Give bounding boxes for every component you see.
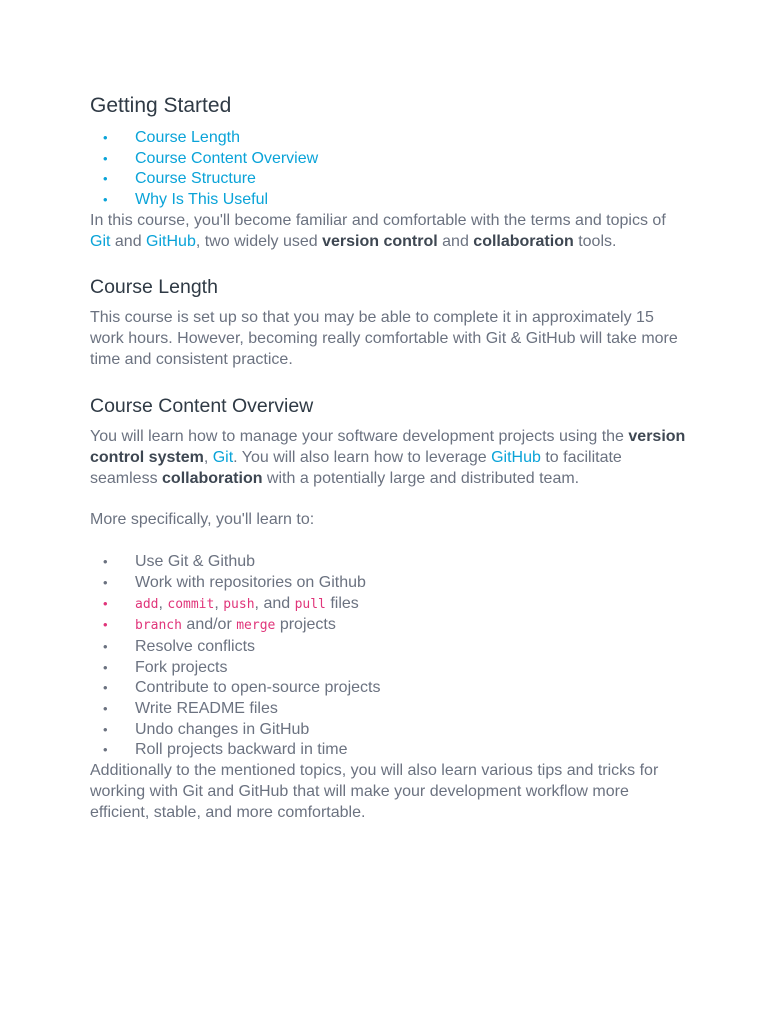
bullet-icon: • (103, 659, 108, 675)
intro-paragraph: In this course, you'll become familiar and comfortable with the terms and topics of Git and GitHub, two widely used version control and collaboration tools. (90, 211, 666, 250)
bullet-icon: • (103, 742, 108, 758)
toc-item-course-length (90, 128, 690, 149)
toc-item-course-content-overview (90, 149, 690, 170)
toc-item-course-structure (90, 169, 690, 190)
toc-link-course-length[interactable]: Course Length (135, 129, 240, 146)
list-item: • Roll projects backward in time (90, 740, 690, 761)
bullet-icon: • (103, 680, 108, 696)
bullet-icon: • (103, 701, 108, 717)
list-item: • Write README files (90, 699, 690, 720)
github-link[interactable]: GitHub (491, 449, 541, 467)
bullet-icon: • (103, 150, 108, 166)
course-length-text: This course is set up so that you may be able to complete it in approximately 15 work hours. However, becoming really comfortable with Git & GitHub will take more time and consistent practice. (90, 309, 678, 368)
github-link[interactable]: GitHub (146, 232, 196, 250)
bullet-icon: • (103, 595, 108, 611)
bullet-icon: • (103, 574, 108, 590)
code-commit: commit (167, 596, 215, 612)
list-item: • Fork projects (90, 658, 690, 679)
list-item: • branch and/or merge projects (90, 615, 690, 637)
bullet-icon: • (103, 130, 108, 145)
outro-paragraph: Additionally to the mentioned topics, you will also learn various tips and tricks for working with Git and GitHub that will make your development workflow more efficient, stable, and more comfortable. (90, 762, 659, 821)
course-length-section (90, 274, 690, 370)
bullet-icon: • (103, 554, 108, 570)
overview-paragraph: You will learn how to manage your software development projects using the version control system, Git. You will also learn how to leverage GitHub to facilitate seamless collaboration with a potentially large and distributed team. (90, 428, 686, 487)
git-link[interactable]: Git (212, 449, 234, 467)
article (90, 92, 690, 823)
list-item: • add, commit, push, and pull files (90, 594, 690, 616)
more-specifically-text: More specifically, you'll learn to: (90, 511, 315, 529)
bullet-icon: • (103, 638, 108, 654)
code-merge: merge (236, 618, 276, 634)
code-pull: pull (294, 596, 326, 612)
course-content-overview-heading: Course Content Overview (90, 395, 314, 418)
list-item: • Undo changes in GitHub (90, 720, 690, 741)
course-content-overview-section (90, 393, 690, 823)
course-length-heading: Course Length (90, 276, 218, 299)
list-item: • Contribute to open-source projects (90, 678, 690, 699)
table-of-contents (90, 128, 690, 211)
bullet-icon: • (103, 721, 108, 737)
git-link[interactable]: Git (90, 232, 111, 250)
code-branch: branch (135, 618, 182, 634)
list-item: • Resolve conflicts (90, 637, 690, 658)
bullet-icon: • (103, 171, 108, 187)
toc-link-course-content-overview[interactable]: Course Content Overview (135, 149, 319, 167)
bullet-icon: • (103, 617, 108, 633)
toc-item-why-is-this-useful (90, 190, 690, 211)
code-add: add (135, 596, 159, 612)
list-item: • Work with repositories on Github (90, 573, 690, 594)
page-title: Getting Started (90, 94, 232, 117)
list-item: • Use Git & Github (90, 552, 690, 573)
code-push: push (223, 596, 255, 612)
toc-link-course-structure[interactable]: Course Structure (135, 170, 256, 188)
toc-link-why-is-this-useful[interactable]: Why Is This Useful (135, 191, 269, 209)
learning-list (90, 552, 690, 761)
bullet-icon: • (103, 192, 108, 208)
